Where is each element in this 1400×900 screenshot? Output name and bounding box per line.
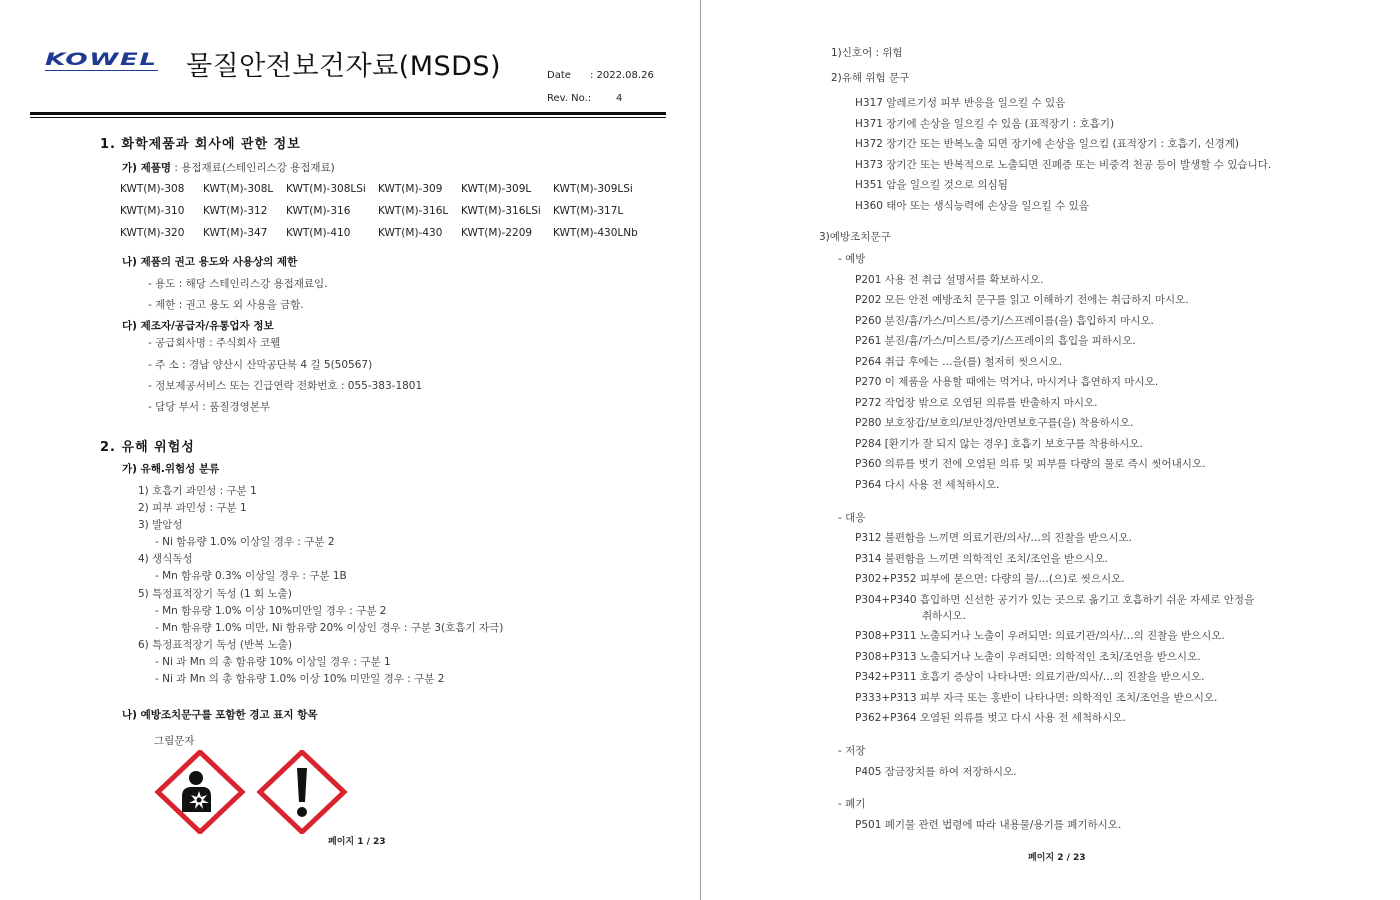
precaution-statement: P302+P352 피부에 묻으면: 다량의 물/…(으)로 씻으시오. xyxy=(855,573,1125,585)
precaution-statement: P314 불편함을 느끼면 의학적인 조치/조언을 받으시오. xyxy=(855,553,1108,565)
exclamation-mark-icon xyxy=(256,750,348,834)
response-heading: - 대응 xyxy=(838,512,866,524)
precaution-statement: P260 분진/흄/가스/미스트/증기/스프레이를(을) 흡입하지 마시오. xyxy=(855,315,1154,327)
product-name-value: : 용접재료(스테인리스강 용접재료) xyxy=(171,162,335,174)
product-code: KWT(M)-308L xyxy=(203,183,274,195)
precaution-statement: P201 사용 전 취급 설명서를 확보하시오. xyxy=(855,274,1044,286)
product-code: KWT(M)-312 xyxy=(203,205,268,217)
hazard-statement: H373 장기간 또는 반복적으로 노출되면 진폐증 또는 비중격 천공 등이 발생할 수 있습니다. xyxy=(855,159,1272,171)
product-name-row xyxy=(122,160,335,175)
hazard-statement: H351 암을 일으킬 것으로 의심됨 xyxy=(855,179,1008,191)
list-item: - Ni 과 Mn 의 총 함유량 10% 이상일 경우 : 구분 1 xyxy=(155,656,391,668)
document-page-2 xyxy=(701,0,1400,900)
list-item: 3) 발암성 xyxy=(138,519,183,531)
list-item: - Ni 함유량 1.0% 이상일 경우 : 구분 2 xyxy=(155,536,335,548)
list-item: - Mn 함유량 1.0% 이상 10%미만일 경우 : 구분 2 xyxy=(155,605,387,617)
list-item: 4) 생식독성 xyxy=(138,553,193,565)
list-item: - Ni 과 Mn 의 총 함유량 1.0% 이상 10% 미만일 경우 : 구분 2 xyxy=(155,673,445,685)
hazard-statement: H371 장기에 손상을 일으킬 수 있음 (표적장기 : 호흡기) xyxy=(855,118,1115,130)
header-rule-thin xyxy=(30,117,666,118)
product-code: KWT(M)-320 xyxy=(120,227,185,239)
product-code: KWT(M)-347 xyxy=(203,227,268,239)
product-code: KWT(M)-309L xyxy=(461,183,532,195)
precaution-statement: P304+P340 흡입하면 신선한 공기가 있는 곳으로 옮기고 호흡하기 쉬운 자세로 안정을 xyxy=(855,594,1255,606)
revision-value: 4 xyxy=(616,93,623,104)
recommended-use-heading: 나) 제품의 권고 용도와 사용상의 제한 xyxy=(122,256,298,268)
storage-heading: - 저장 xyxy=(838,745,866,757)
page-number: 페이지 2 / 23 xyxy=(1028,853,1086,863)
product-code: KWT(M)-430 xyxy=(378,227,443,239)
product-code: KWT(M)-316 xyxy=(286,205,351,217)
hazard-statement: H317 알레르기성 피부 반응을 일으킬 수 있음 xyxy=(855,97,1066,109)
signal-word: 1)신호어 : 위험 xyxy=(831,47,903,59)
hazard-classification-heading: 가) 유해.위험성 분류 xyxy=(122,463,220,475)
list-item: - 주 소 : 경남 양산시 산막공단북 4 길 5(50567) xyxy=(148,359,373,371)
list-item: 1) 호흡기 과민성 : 구분 1 xyxy=(138,485,257,497)
company-logo: KOWEL xyxy=(45,50,158,70)
date-label: Date xyxy=(547,70,571,81)
pictogram-label: 그림문자 xyxy=(154,735,195,747)
product-code: KWT(M)-316L xyxy=(378,205,449,217)
precaution-heading: 3)예방조치문구 xyxy=(819,231,891,243)
precaution-statement: P284 [환기가 잘 되지 않는 경우] 호흡기 보호구를 착용하시오. xyxy=(855,438,1143,450)
document-title: 물질안전보건자료(MSDS) xyxy=(186,51,502,82)
list-item: 5) 특정표적장기 독성 (1 회 노출) xyxy=(138,588,292,600)
precaution-statement: P333+P313 피부 자극 또는 홍반이 나타나면: 의학적인 조치/조언을 받으시오. xyxy=(855,692,1218,704)
disposal-heading: - 폐기 xyxy=(838,798,866,810)
hazard-statement: H372 장기간 또는 반복노출 되면 장기에 손상을 일으킴 (표적장기 : 호흡기, 신경계) xyxy=(855,138,1240,150)
product-code: KWT(M)-317L xyxy=(553,205,624,217)
precaution-statement: P342+P311 호흡기 증상이 나타나면: 의료기관/의사/…의 진찰을 받으시오. xyxy=(855,671,1205,683)
product-name-label: 가) 제품명 xyxy=(122,162,172,174)
precaution-statement: P308+P313 노출되거나 노출이 우려되면: 의학적인 조치/조언을 받으시오. xyxy=(855,651,1201,663)
section-1-title: 1. 화학제품과 회사에 관한 정보 xyxy=(100,137,301,152)
list-item: - 담당 부서 : 품질경영본부 xyxy=(148,401,271,413)
page-number: 페이지 1 / 23 xyxy=(328,837,386,847)
precaution-statement: P312 불편함을 느끼면 의료기관/의사/…의 진찰을 받으시오. xyxy=(855,532,1132,544)
prevention-heading: - 예방 xyxy=(838,253,866,265)
precaution-statement: P308+P311 노출되거나 노출이 우려되면: 의료기관/의사/…의 진찰을 받으시오. xyxy=(855,630,1225,642)
precaution-statement-continuation: 취하시오. xyxy=(922,610,966,622)
hazard-statements-heading: 2)유해 위험 문구 xyxy=(831,72,910,84)
precaution-statement: P261 분진/흄/가스/미스트/증기/스프레이의 흡입을 피하시오. xyxy=(855,335,1136,347)
logo-underline xyxy=(45,70,158,71)
precaution-statement: P362+P364 오염된 의류를 벗고 다시 사용 전 세척하시오. xyxy=(855,712,1126,724)
precaution-statement: P264 취급 후에는 …을(를) 철저히 씻으시오. xyxy=(855,356,1063,368)
list-item: - 제한 : 권고 용도 외 사용을 금함. xyxy=(148,299,304,311)
product-code: KWT(M)-2209 xyxy=(461,227,533,239)
precaution-statement: P364 다시 사용 전 세척하시오. xyxy=(855,479,1000,491)
product-code: KWT(M)-309LSi xyxy=(553,183,633,195)
list-item: - 공급회사명 : 주식회사 코웰 xyxy=(148,337,281,349)
precaution-statement: P272 작업장 밖으로 오염된 의류를 반출하지 마시오. xyxy=(855,397,1098,409)
product-code: KWT(M)-316LSi xyxy=(461,205,541,217)
product-code: KWT(M)-308 xyxy=(120,183,185,195)
precaution-statement: P270 이 제품을 사용할 때에는 먹거나, 마시거나 흡연하지 마시오. xyxy=(855,376,1159,388)
product-code: KWT(M)-410 xyxy=(286,227,351,239)
precaution-statement: P280 보호장갑/보호의/보안경/안면보호구를(을) 착용하시오. xyxy=(855,417,1134,429)
product-code: KWT(M)-309 xyxy=(378,183,443,195)
header-rule-thick xyxy=(30,112,666,115)
list-item: 2) 피부 과민성 : 구분 1 xyxy=(138,502,247,514)
product-code: KWT(M)-310 xyxy=(120,205,185,217)
revision-label: Rev. No.: xyxy=(547,93,592,104)
health-hazard-icon xyxy=(154,750,246,834)
supplier-info-heading: 다) 제조자/공급자/유통업자 정보 xyxy=(122,320,274,332)
precaution-statement: P202 모든 안전 예방조치 문구를 읽고 이해하기 전에는 취급하지 마시오. xyxy=(855,294,1189,306)
precaution-statement: P405 잠금장치를 하여 저장하시오. xyxy=(855,766,1017,778)
warning-label-heading: 나) 예방조치문구를 포함한 경고 표지 항목 xyxy=(122,709,318,721)
product-code: KWT(M)-308LSi xyxy=(286,183,366,195)
list-item: - Mn 함유량 1.0% 미만, Ni 함유량 20% 이상인 경우 : 구분 3(호흡기 자극) xyxy=(155,622,504,634)
list-item: 6) 특정표적장기 독성 (반복 노출) xyxy=(138,639,293,651)
hazard-statement: H360 태아 또는 생식능력에 손상을 일으킬 수 있음 xyxy=(855,200,1089,212)
date-value: : 2022.08.26 xyxy=(590,70,654,81)
list-item: - 용도 : 해당 스테인리스강 용접재료임. xyxy=(148,278,328,290)
precaution-statement: P501 폐기물 관련 법령에 따라 내용물/용기를 폐기하시오. xyxy=(855,819,1122,831)
precaution-statement: P360 의류를 벗기 전에 오염된 의류 및 피부를 다량의 물로 즉시 씻어내시오. xyxy=(855,458,1206,470)
product-code: KWT(M)-430LNb xyxy=(553,227,638,239)
section-2-title: 2. 유해 위험성 xyxy=(100,440,195,455)
list-item: - 정보제공서비스 또는 긴급연락 전화번호 : 055-383-1801 xyxy=(148,380,423,392)
list-item: - Mn 함유량 0.3% 이상일 경우 : 구분 1B xyxy=(155,570,347,582)
